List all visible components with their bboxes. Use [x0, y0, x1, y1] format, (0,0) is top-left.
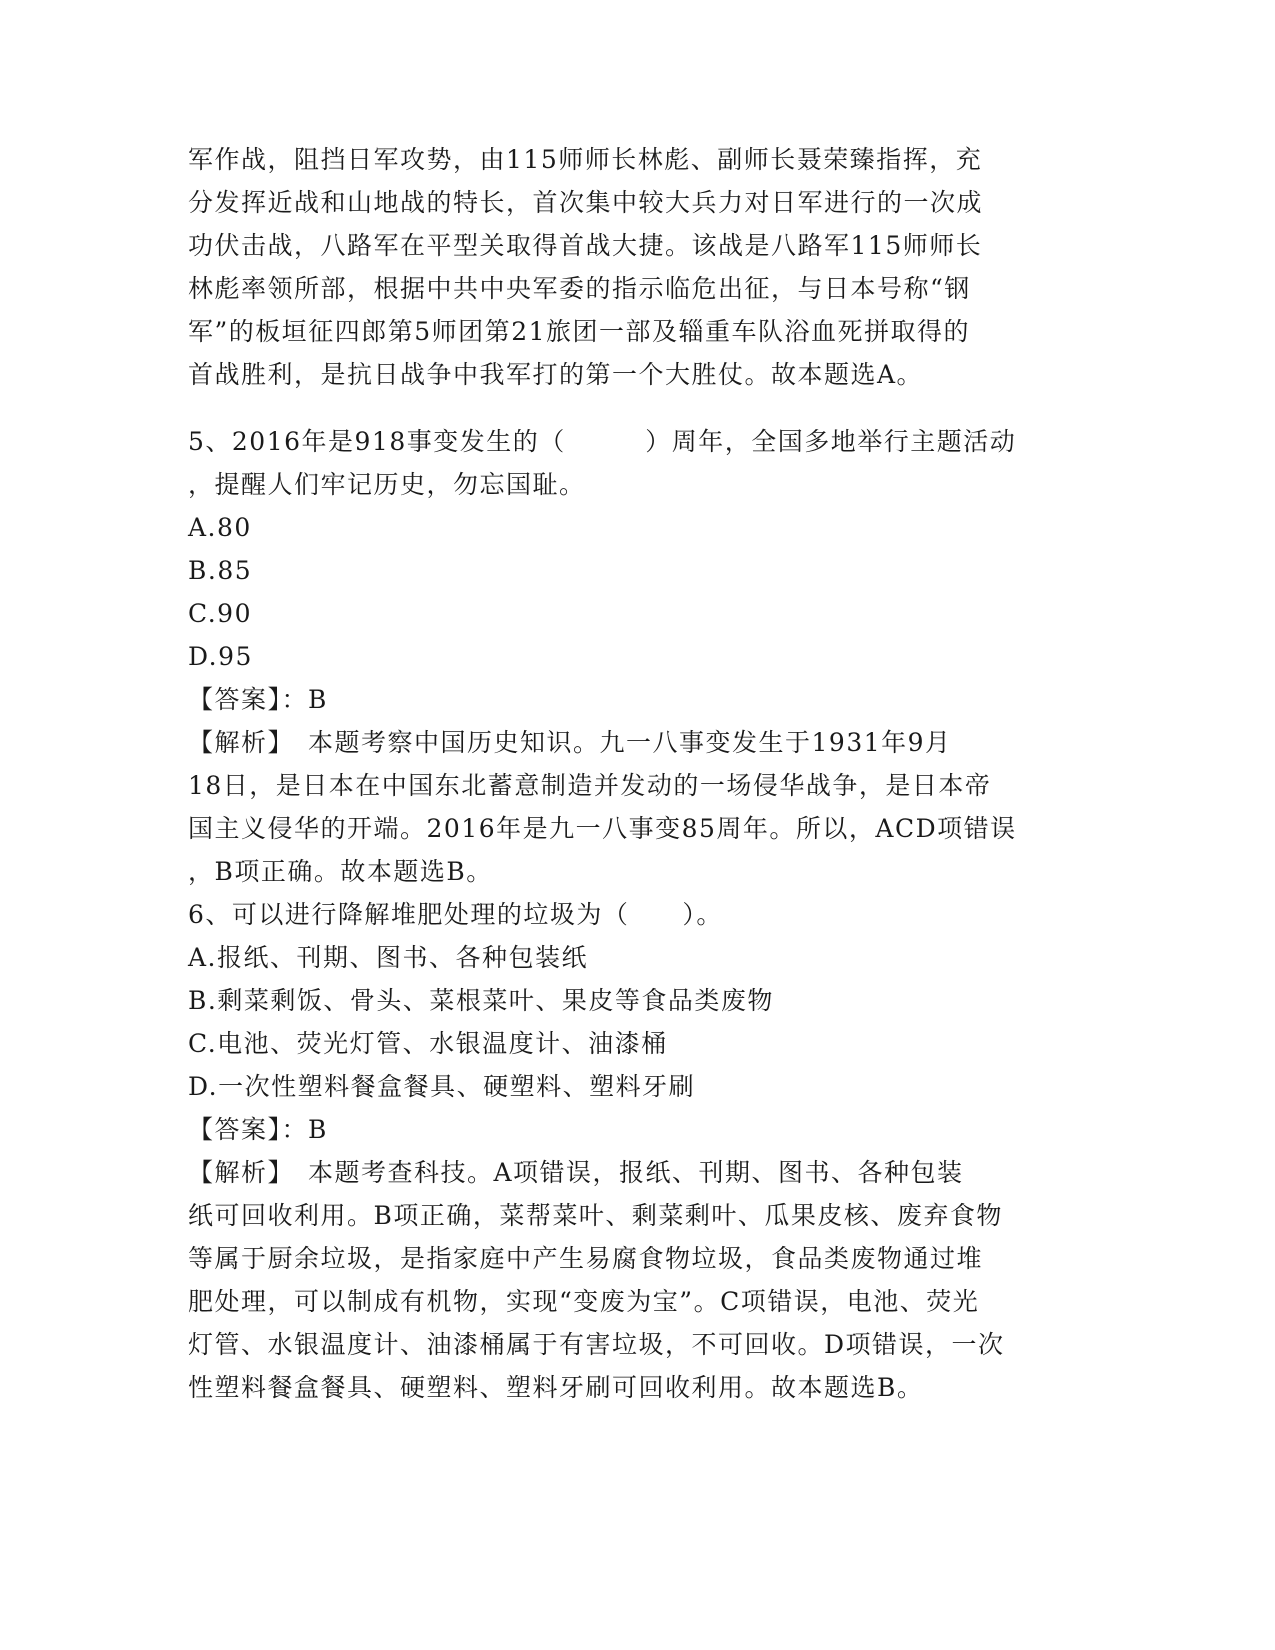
explanation-line: 国主义侵华的开端。2016年是九一八事变85周年。所以，ACD项错误 [188, 814, 1017, 843]
explanation-line: 纸可回收利用。B项正确，菜帮菜叶、剩菜剩叶、瓜果皮核、废弃食物 [188, 1201, 1003, 1230]
explanation-line: 【解析】 本题考察中国历史知识。九一八事变发生于1931年9月 [188, 728, 952, 757]
question-stem: 6、可以进行降解堆肥处理的垃圾为（ ）。 [188, 900, 723, 929]
text-line: 林彪率领所部，根据中共中央军委的指示临危出征，与日本号称“钢 [188, 274, 971, 303]
option-a: A.80 [188, 513, 252, 542]
explanation-line: 灯管、水银温度计、油漆桶属于有害垃圾，不可回收。D项错误，一次 [188, 1330, 1005, 1359]
option-c: C.90 [188, 599, 252, 628]
explanation-line: 性塑料餐盒餐具、硬塑料、塑料牙刷可回收利用。故本题选B。 [188, 1373, 924, 1402]
explanation-line: ，B项正确。故本题选B。 [188, 857, 493, 886]
option-c: C.电池、荧光灯管、水银温度计、油漆桶 [188, 1029, 668, 1058]
text-line: 分发挥近战和山地战的特长，首次集中较大兵力对日军进行的一次成 [188, 188, 984, 217]
option-b: B.85 [188, 556, 253, 585]
explanation-line: 肥处理，可以制成有机物，实现“变废为宝”。C项错误，电池、荧光 [188, 1287, 980, 1316]
text-line: 军作战，阻挡日军攻势，由115师师长林彪、副师长聂荣臻指挥，充 [188, 145, 983, 174]
text-line: 功伏击战，八路军在平型关取得首战大捷。该战是八路军115师师长 [188, 231, 983, 260]
question-stem: ，提醒人们牢记历史，勿忘国耻。 [188, 470, 586, 499]
explanation-line: 18日，是日本在中国东北蓄意制造并发动的一场侵华战争，是日本帝 [188, 771, 992, 800]
question-5 [188, 420, 1088, 893]
question-6 [188, 893, 1088, 1409]
text-line: 首战胜利，是抗日战争中我军打的第一个大胜仗。故本题选A。 [188, 360, 924, 389]
explanation-line: 等属于厨余垃圾，是指家庭中产生易腐食物垃圾，食品类废物通过堆 [188, 1244, 984, 1273]
option-d: D.95 [188, 642, 253, 671]
answer: 【答案】：B [188, 1115, 328, 1144]
explanation-line: 【解析】 本题考查科技。A项错误，报纸、刊期、图书、各种包装 [188, 1158, 964, 1187]
question-stem: 5、2016年是918事变发生的（ ）周年，全国多地举行主题活动 [188, 427, 1017, 456]
option-b: B.剩菜剩饭、骨头、菜根菜叶、果皮等食品类废物 [188, 986, 774, 1015]
text-line: 军”的板垣征四郎第5师团第21旅团一部及辎重车队浴血死拼取得的 [188, 317, 971, 346]
option-a: A.报纸、刊期、图书、各种包装纸 [188, 943, 589, 972]
answer: 【答案】：B [188, 685, 328, 714]
prev-explanation [188, 138, 1088, 396]
option-d: D.一次性塑料餐盒餐具、硬塑料、塑料牙刷 [188, 1072, 696, 1101]
